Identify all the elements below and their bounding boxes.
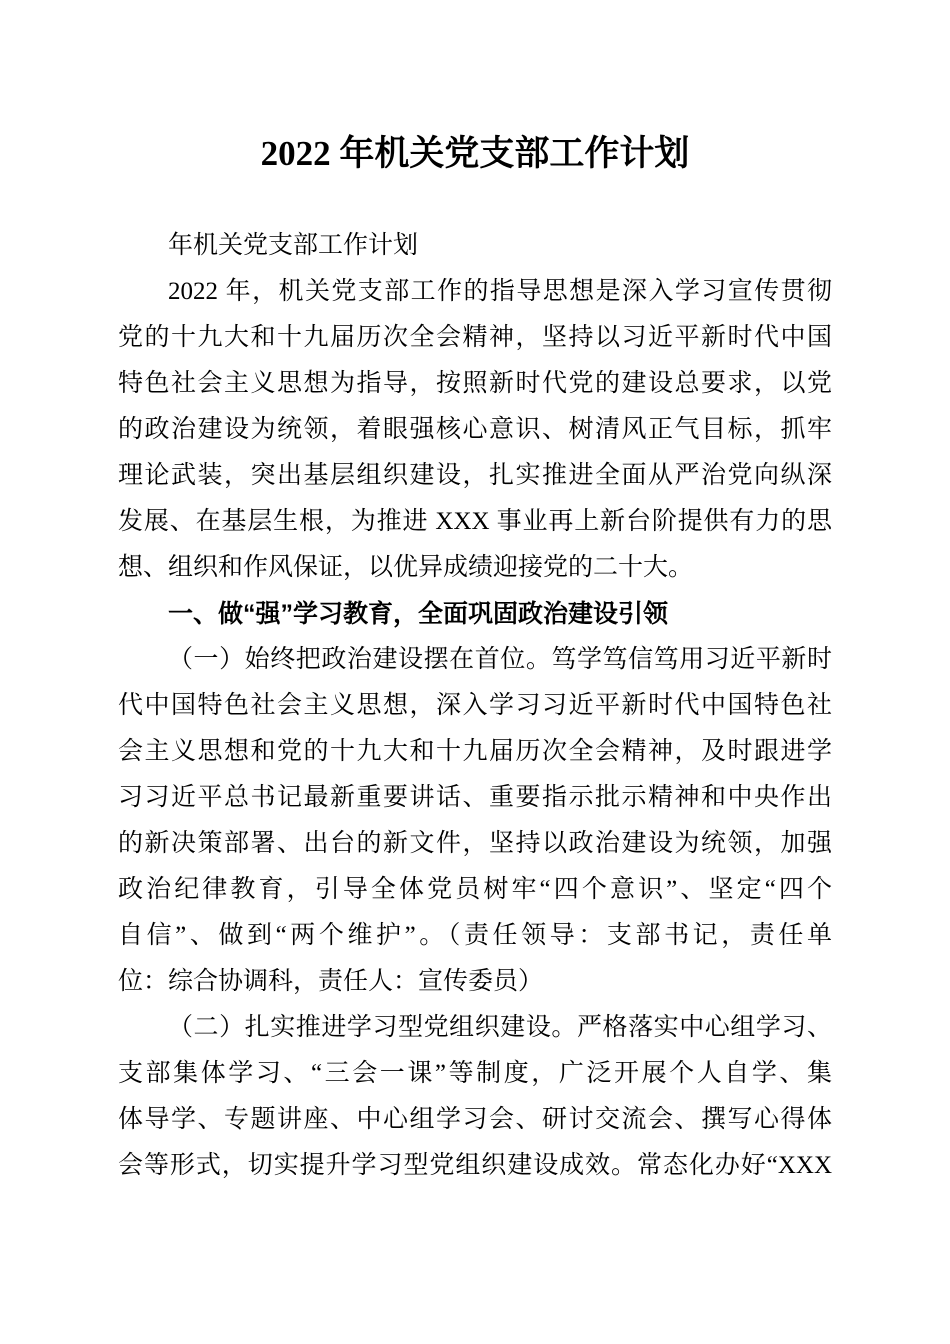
text-line: 位：综合协调科，责任人：宣传委员） — [118, 968, 544, 995]
text-line: 习习近平总书记最新重要讲话、重要指示批示精神和中央作出 — [118, 784, 832, 811]
text-line: 政治纪律教育，引导全体党员树牢“四个意识”、坚定“四个 — [118, 876, 832, 903]
document-title: 2022 年机关党支部工作计划 — [260, 134, 690, 173]
text-line: 年机关党支部工作计划 — [168, 232, 419, 259]
text-line: 党的十九大和十九届历次全会精神，坚持以习近平新时代中国 — [118, 324, 832, 351]
text-line: 代中国特色社会主义思想，深入学习习近平新时代中国特色社 — [118, 692, 832, 719]
text-line: 的政治建设为统领，着眼强核心意识、树清风正气目标，抓牢 — [118, 416, 832, 443]
text-line: 理论武装，突出基层组织建设，扎实推进全面从严治党向纵深 — [118, 462, 832, 489]
text-line: （一）始终把政治建设摆在首位。笃学笃信笃用习近平新时 — [168, 646, 832, 673]
text-line: 支部集体学习、“三会一课”等制度，广泛开展个人自学、集 — [118, 1060, 832, 1087]
text-line: 发展、在基层生根，为推进 XXX 事业再上新台阶提供有力的思 — [118, 508, 832, 535]
text-line: 会主义思想和党的十九大和十九届历次全会精神，及时跟进学 — [118, 738, 832, 765]
text-line: 特色社会主义思想为指导，按照新时代党的建设总要求，以党 — [118, 370, 832, 397]
text-line: 会等形式，切实提升学习型党组织建设成效。常态化办好“XXX — [118, 1152, 832, 1179]
text-line: （二）扎实推进学习型党组织建设。严格落实中心组学习、 — [168, 1014, 832, 1041]
text-line: 想、组织和作风保证，以优异成绩迎接党的二十大。 — [118, 554, 694, 581]
text-line: 2022 年，机关党支部工作的指导思想是深入学习宣传贯彻 — [168, 278, 832, 305]
text-line: 的新决策部署、出台的新文件，坚持以政治建设为统领，加强 — [118, 830, 832, 857]
section-heading: 一、做“强”学习教育，全面巩固政治建设引领 — [168, 600, 669, 628]
document-body — [118, 223, 832, 1189]
text-line: 体导学、专题讲座、中心组学习会、研讨交流会、撰写心得体 — [118, 1106, 832, 1133]
text-line: 自信”、做到“两个维护”。（责任领导：支部书记，责任单 — [118, 922, 832, 949]
